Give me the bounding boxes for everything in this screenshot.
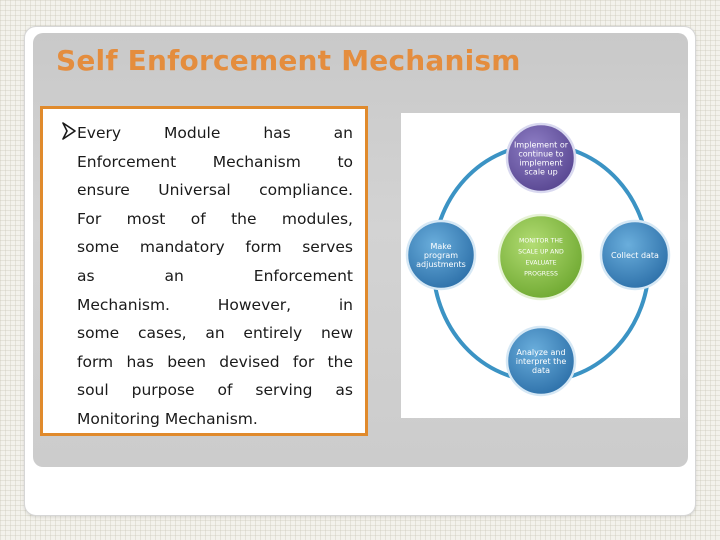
node-label-line: interpret the [515,356,567,366]
node-label-line: program [423,250,459,260]
body-line: some cases, an entirely new [77,324,353,343]
node-label-line: Collect data [611,250,659,260]
node-label-line: SCALE UP AND [518,248,564,256]
monitoring-cycle-diagram [401,113,680,418]
body-line: as an Enforcement [77,266,353,285]
node-label-line: implement [519,158,563,168]
node-label-line: MONITOR THE [519,237,563,245]
body-line: For most of the modules, [77,209,353,228]
node-label-line: adjustments [416,259,466,269]
slide-title: Self Enforcement Mechanism [56,44,521,77]
body-line: Monitoring Mechanism. [77,409,258,428]
node-label-line: PROGRESS [524,270,558,278]
body-line: Every Module has an [77,124,353,142]
body-text-box [40,106,368,436]
body-paragraph [77,119,353,434]
node-label-line: continue to [518,149,564,159]
node-label-line: EVALUATE [525,259,557,267]
cycle-diagram-svg [401,113,680,418]
node-collect-label [611,251,659,260]
body-line: some mandatory form serves [77,238,353,257]
body-line: soul purpose of serving as [77,381,353,400]
body-line: Enforcement Mechanism to [77,152,353,171]
body-line: ensure Universal compliance. [77,181,353,200]
node-label-line: scale up [524,167,558,177]
node-label-line: Make [430,241,452,251]
node-label-line: data [531,365,551,375]
node-label-line: Implement or [513,140,569,150]
body-line: form has been devised for the [77,352,353,371]
body-line: Mechanism. However, in [77,295,353,314]
node-label-line: Analyze and [516,347,566,357]
node-monitor-circle [499,215,583,299]
arrow-bullet-icon [61,121,77,141]
